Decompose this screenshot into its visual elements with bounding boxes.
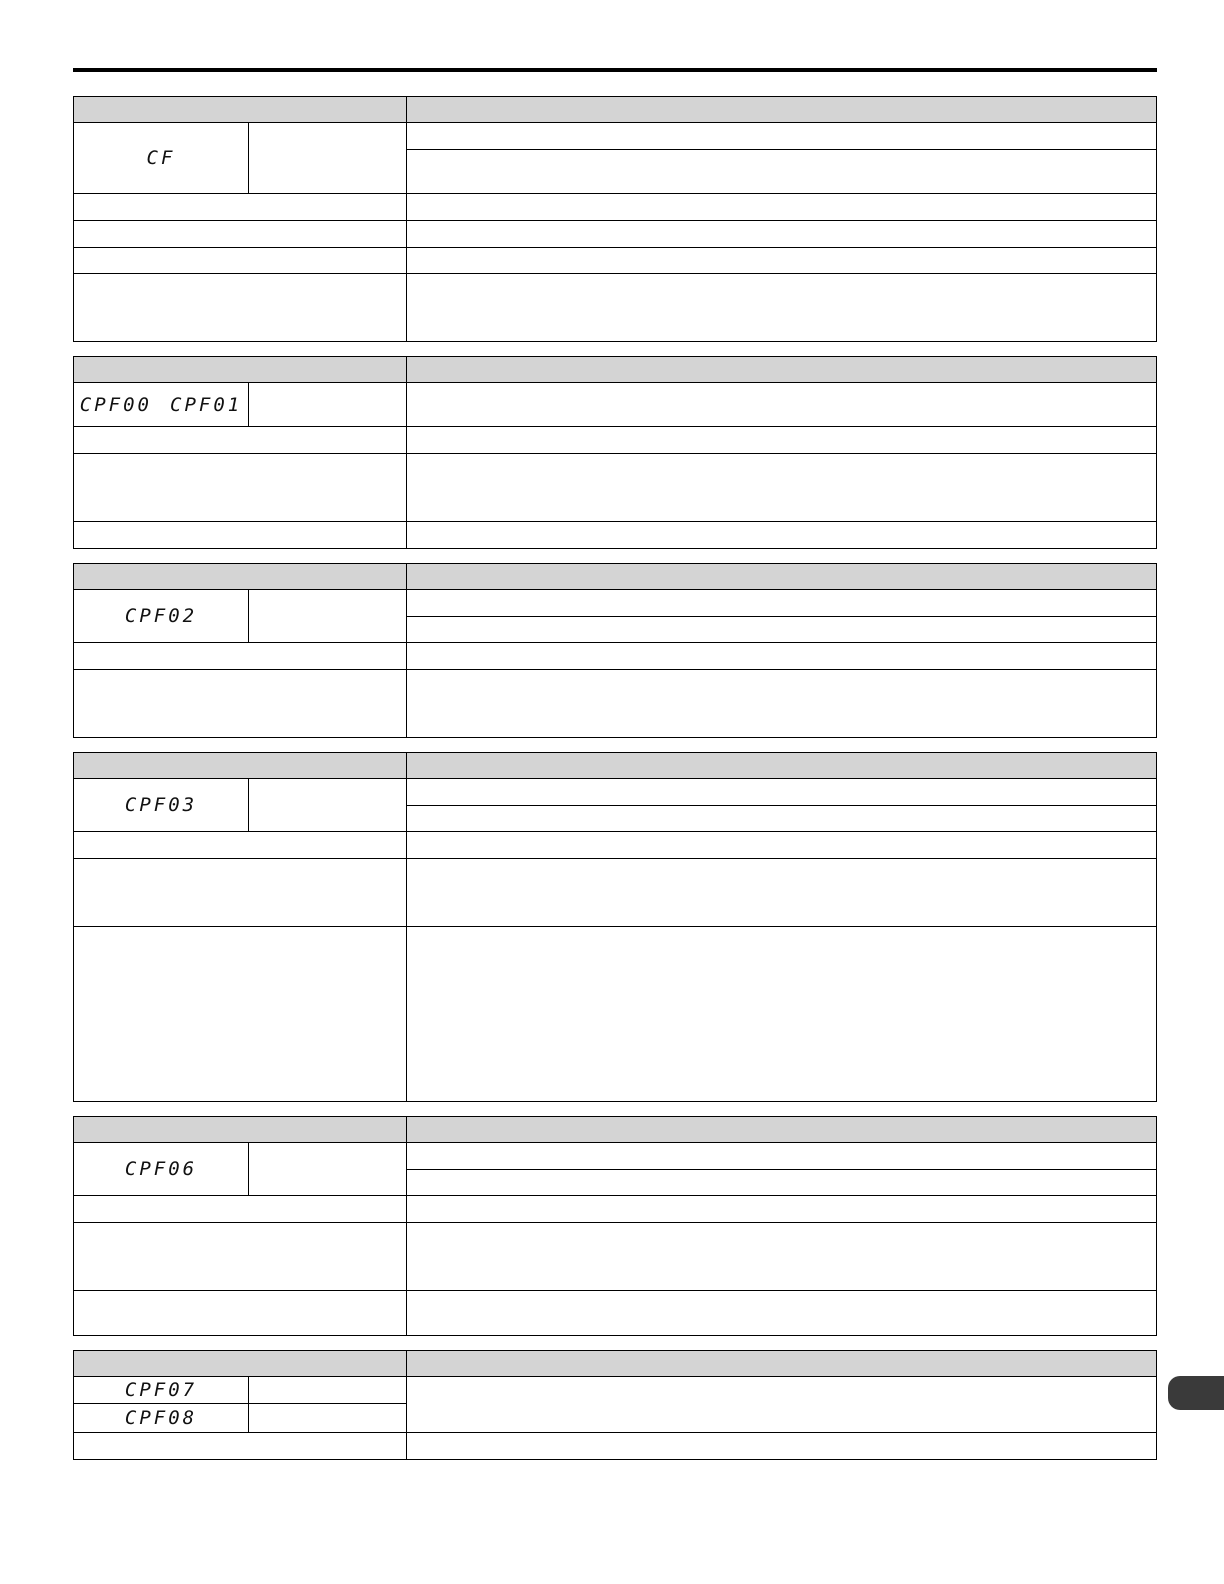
table-row	[74, 1223, 1157, 1291]
description-cell	[407, 383, 1157, 427]
solution-cell	[407, 274, 1157, 342]
fault-code-display: CPF01	[170, 393, 243, 416]
description-cell	[407, 590, 1157, 617]
table-row	[74, 522, 1157, 549]
table-row	[74, 859, 1157, 927]
description-cell	[407, 150, 1157, 194]
table-row	[74, 779, 1157, 806]
fault-code-cell	[74, 779, 249, 832]
solution-cell	[407, 248, 1157, 274]
table-row	[74, 427, 1157, 454]
table-header-row	[74, 753, 1157, 779]
solution-cell	[407, 427, 1157, 454]
description-cell	[407, 617, 1157, 643]
solution-cell	[407, 1291, 1157, 1336]
solution-cell	[407, 859, 1157, 927]
table-row	[74, 1377, 1157, 1404]
fault-table-cpf07-cpf08	[73, 1350, 1157, 1460]
solution-cell	[407, 194, 1157, 221]
cause-cell	[74, 1433, 407, 1460]
table-header-row	[74, 1117, 1157, 1143]
description-cell	[407, 1377, 1157, 1433]
fault-table-cpf00-cpf01	[73, 356, 1157, 549]
fault-code-display: CPF06	[124, 1158, 198, 1180]
fault-name-cell	[249, 590, 407, 643]
fault-table-cpf02	[73, 563, 1157, 738]
fault-code-cell	[74, 1143, 249, 1196]
fault-code-display: CPF08	[124, 1407, 198, 1429]
cause-cell	[74, 522, 407, 549]
fault-code-display: CPF03	[124, 794, 198, 816]
solution-cell	[407, 670, 1157, 738]
solution-cell	[407, 522, 1157, 549]
table-header-row	[74, 357, 1157, 383]
fault-code-cell	[74, 1404, 249, 1433]
table-row	[74, 1143, 1157, 1170]
fault-name-cell	[249, 1143, 407, 1196]
table-row	[74, 670, 1157, 738]
description-cell	[407, 779, 1157, 806]
cause-cell	[74, 194, 407, 221]
table-row	[74, 248, 1157, 274]
fault-name-cell	[249, 123, 407, 194]
solution-cell	[407, 454, 1157, 522]
cause-cell	[74, 454, 407, 522]
fault-code-display: CPF02	[124, 605, 198, 627]
table-row	[74, 927, 1157, 1102]
solution-cell	[407, 832, 1157, 859]
table-row	[74, 1196, 1157, 1223]
cause-cell	[74, 832, 407, 859]
table-row	[74, 123, 1157, 150]
description-cell	[407, 806, 1157, 832]
solution-cell	[407, 643, 1157, 670]
fault-name-cell	[249, 779, 407, 832]
cause-cell	[74, 643, 407, 670]
cause-cell	[74, 221, 407, 248]
table-row	[74, 383, 1157, 427]
fault-code-cell	[74, 123, 249, 194]
table-row	[74, 590, 1157, 617]
fault-code-display: CPF00	[79, 393, 152, 416]
page-header-rule	[73, 68, 1157, 72]
table-row	[74, 194, 1157, 221]
description-cell	[407, 1170, 1157, 1196]
fault-code-cell	[74, 590, 249, 643]
cause-cell	[74, 427, 407, 454]
cause-cell	[74, 274, 407, 342]
table-row	[74, 274, 1157, 342]
fault-code-display: CPF07	[124, 1379, 198, 1401]
table-header-row	[74, 564, 1157, 590]
table-row	[74, 643, 1157, 670]
solution-cell	[407, 1223, 1157, 1291]
fault-table-cf	[73, 96, 1157, 342]
table-row	[74, 454, 1157, 522]
table-row	[74, 832, 1157, 859]
fault-code-cell	[74, 1377, 249, 1404]
fault-name-cell	[249, 1377, 407, 1404]
table-header-row	[74, 1351, 1157, 1377]
fault-name-cell	[249, 1404, 407, 1433]
description-cell	[407, 1143, 1157, 1170]
fault-table-cpf03	[73, 752, 1157, 1102]
cause-cell	[74, 927, 407, 1102]
chapter-tab-marker	[1168, 1376, 1224, 1410]
solution-cell	[407, 927, 1157, 1102]
description-cell	[407, 123, 1157, 150]
cause-cell	[74, 670, 407, 738]
table-row	[74, 221, 1157, 248]
solution-cell	[407, 1196, 1157, 1223]
solution-cell	[407, 221, 1157, 248]
table-header-row	[74, 97, 1157, 123]
solution-cell	[407, 1433, 1157, 1460]
cause-cell	[74, 859, 407, 927]
cause-cell	[74, 1291, 407, 1336]
fault-code-cell	[74, 383, 249, 427]
fault-code-display: CF	[146, 147, 176, 169]
table-row	[74, 1291, 1157, 1336]
cause-cell	[74, 248, 407, 274]
fault-name-cell	[249, 383, 407, 427]
cause-cell	[74, 1196, 407, 1223]
fault-table-cpf06	[73, 1116, 1157, 1336]
table-row	[74, 1433, 1157, 1460]
cause-cell	[74, 1223, 407, 1291]
